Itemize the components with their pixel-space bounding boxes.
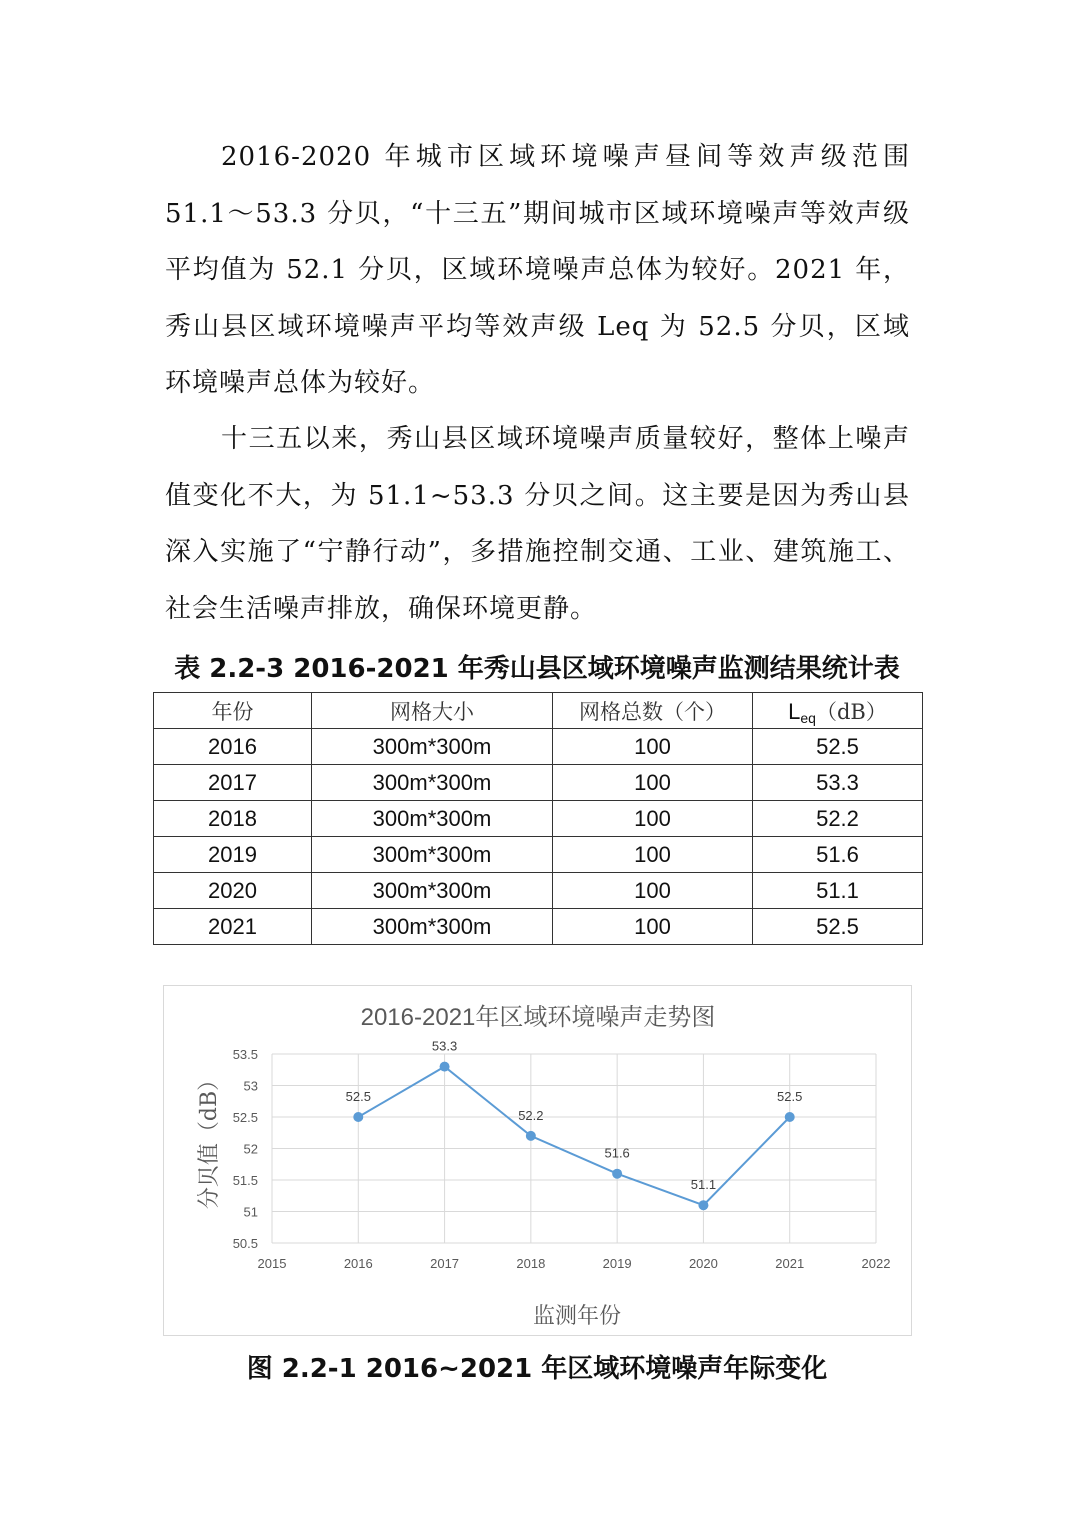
- cell-grid-count: 100: [553, 765, 753, 801]
- x-tick-label: 2019: [602, 1256, 632, 1271]
- cell-year: 2020: [154, 873, 312, 909]
- leq-main: L: [788, 698, 801, 724]
- data-point: [440, 1062, 450, 1072]
- cell-grid-size: 300m*300m: [312, 909, 553, 945]
- chart-svg: [164, 986, 913, 1337]
- y-tick-label: 52.5: [232, 1110, 258, 1125]
- x-axis-label: 监测年份: [532, 1304, 622, 1329]
- table-row: [154, 837, 923, 873]
- cell-grid-count: 100: [553, 729, 753, 765]
- cell-grid-size: 300m*300m: [312, 729, 553, 765]
- x-tick-label: 2021: [775, 1256, 805, 1271]
- figure-caption: 图 2.2-1 2016~2021 年区域环境噪声年际变化: [246, 1354, 828, 1384]
- header-grid-size: 网格大小: [312, 693, 553, 729]
- cell-grid-size: 300m*300m: [312, 765, 553, 801]
- data-point: [353, 1112, 363, 1122]
- data-point: [698, 1200, 708, 1210]
- data-label: 51.1: [690, 1177, 717, 1193]
- noise-results-table: [153, 692, 923, 945]
- cell-grid-count: 100: [553, 909, 753, 945]
- header-leq: [753, 693, 923, 729]
- data-point: [526, 1131, 536, 1141]
- table-row: [154, 801, 923, 837]
- table-row: [154, 765, 923, 801]
- y-tick-label: 53: [243, 1078, 258, 1094]
- table-header-row: [154, 693, 923, 729]
- x-tick-label: 2015: [257, 1256, 287, 1271]
- cell-leq: 52.5: [753, 729, 923, 765]
- data-label: 52.5: [345, 1089, 371, 1104]
- data-point: [612, 1169, 622, 1179]
- header-year: 年份: [154, 693, 312, 729]
- x-tick-label: 2022: [861, 1256, 891, 1271]
- x-tick-label: 2018: [516, 1256, 546, 1271]
- paragraph-2: 十三五以来，秀山县区域环境噪声质量较好，整体上噪声值变化不大，为 51.1~53.3 分贝之间。这主要是因为秀山县深入实施了“宁静行动”，多措施控制交通、工业、建筑施工、社会生活噪声排放，确保环境更静。: [165, 424, 910, 624]
- paragraph-1: 2016-2020 年城市区域环境噪声昼间等效声级范围 51.1～53.3 分贝，“十三五”期间城市区域环境噪声等效声级平均值为 52.1 分贝，区域环境噪声总体为较好。2021 年，秀山县区域环境噪声平均等效声级 Leq 为 52.5 分贝，区域环境噪声总体为较好。: [165, 142, 910, 398]
- data-label: 52.5: [777, 1089, 803, 1104]
- cell-leq: 51.1: [753, 873, 923, 909]
- cell-year: 2017: [154, 765, 312, 801]
- table-row: [154, 873, 923, 909]
- cell-grid-count: 100: [553, 801, 753, 837]
- cell-leq: 52.5: [753, 909, 923, 945]
- cell-leq: 52.2: [753, 801, 923, 837]
- leq-unit: （dB）: [815, 699, 887, 724]
- x-tick-label: 2016: [343, 1256, 373, 1271]
- cell-grid-size: 300m*300m: [312, 837, 553, 873]
- table-caption: 表 2.2-3 2016-2021 年秀山县区域环境噪声监测结果统计表: [174, 654, 900, 684]
- noise-trend-chart: [163, 985, 912, 1336]
- cell-grid-count: 100: [553, 837, 753, 873]
- y-tick-label: 53.5: [232, 1047, 258, 1062]
- cell-year: 2019: [154, 837, 312, 873]
- table-row: [154, 909, 923, 945]
- leq-sub: eq: [800, 709, 816, 726]
- data-label: 53.3: [431, 1038, 458, 1054]
- cell-year: 2021: [154, 909, 312, 945]
- cell-year: 2016: [154, 729, 312, 765]
- header-grid-count: 网格总数（个）: [553, 693, 753, 729]
- series-line: [358, 1067, 789, 1206]
- data-label: 52.2: [518, 1107, 544, 1123]
- y-tick-label: 51: [243, 1204, 258, 1220]
- y-tick-label: 51.5: [232, 1173, 258, 1188]
- chart-title: 2016-2021年区域环境噪声走势图: [360, 1004, 716, 1031]
- cell-year: 2018: [154, 801, 312, 837]
- cell-grid-count: 100: [553, 873, 753, 909]
- cell-leq: 51.6: [753, 837, 923, 873]
- cell-leq: 53.3: [753, 765, 923, 801]
- y-axis-label: 分贝值（dB）: [197, 1068, 222, 1210]
- cell-grid-size: 300m*300m: [312, 873, 553, 909]
- x-tick-label: 2020: [688, 1256, 718, 1271]
- x-tick-label: 2017: [430, 1256, 460, 1271]
- data-point: [785, 1112, 795, 1122]
- cell-grid-size: 300m*300m: [312, 801, 553, 837]
- y-tick-label: 52: [243, 1141, 258, 1157]
- y-tick-label: 50.5: [232, 1236, 258, 1251]
- table-row: [154, 729, 923, 765]
- data-label: 51.6: [604, 1145, 630, 1161]
